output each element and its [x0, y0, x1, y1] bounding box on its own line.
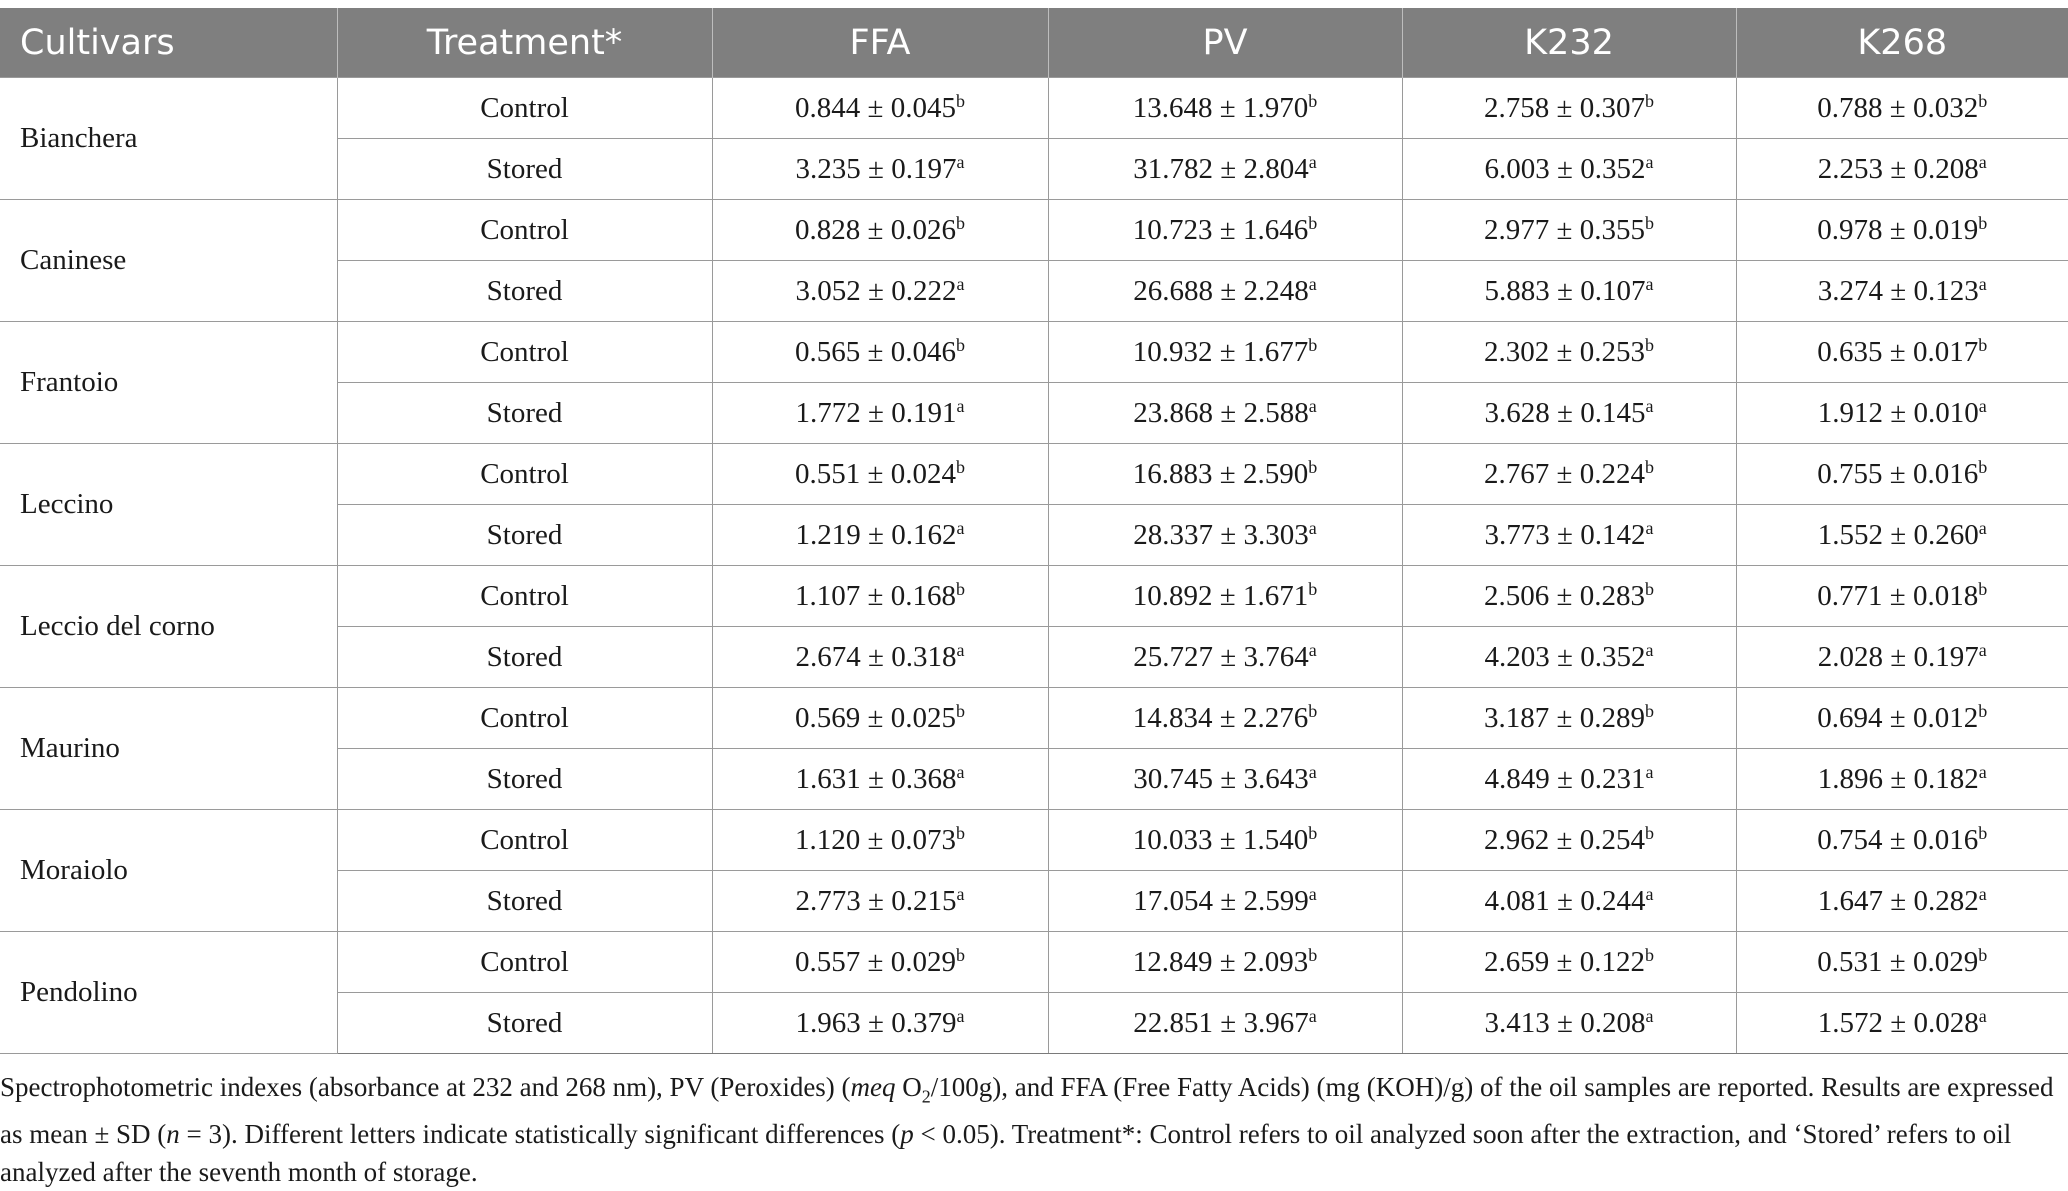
footnote-part: < 0.05). Treatment*: Control refers to oil analyzed soon after the extraction, and ‘Stored’ refers to oil analyzed after the seventh month of storage.: [0, 1119, 2012, 1188]
significance-letter: a: [1645, 883, 1654, 904]
table-cell-pv: [1048, 688, 1402, 749]
significance-letter: a: [956, 517, 965, 538]
significance-letter: b: [955, 456, 965, 477]
treatment-cell: Stored: [337, 139, 712, 200]
table-cell-k232: [1402, 627, 1736, 688]
cell-value: 4.203 ± 0.352: [1484, 640, 1646, 673]
significance-letter: b: [1308, 90, 1318, 111]
significance-letter: b: [955, 212, 965, 233]
table-cell-pv: [1048, 810, 1402, 871]
treatment-cell: Stored: [337, 383, 712, 444]
table-cell-k232: [1402, 200, 1736, 261]
significance-letter: b: [1644, 456, 1654, 477]
table-cell-pv: [1048, 505, 1402, 566]
results-table-container: [0, 8, 2068, 1054]
treatment-cell: Control: [337, 322, 712, 383]
header-ffa: FFA: [712, 8, 1048, 78]
cell-value: 1.120 ± 0.073: [795, 823, 956, 856]
significance-letter: a: [956, 395, 965, 416]
significance-letter: b: [1308, 700, 1318, 721]
cell-value: 0.551 ± 0.024: [795, 457, 956, 490]
table-cell-ffa: [712, 566, 1048, 627]
cell-value: 2.674 ± 0.318: [795, 640, 957, 673]
cell-value: 23.868 ± 2.588: [1133, 396, 1309, 429]
table-cell-ffa: [712, 322, 1048, 383]
cultivar-cell: Moraiolo: [0, 810, 337, 932]
treatment-cell: Control: [337, 200, 712, 261]
significance-letter: a: [956, 761, 965, 782]
significance-letter: b: [1978, 90, 1988, 111]
header-k268: K268: [1736, 8, 2068, 78]
significance-letter: b: [1644, 578, 1654, 599]
table-cell-pv: [1048, 261, 1402, 322]
table-cell-k232: [1402, 78, 1736, 139]
cell-value: 0.569 ± 0.025: [795, 701, 956, 734]
significance-letter: b: [1978, 944, 1988, 965]
significance-letter: a: [1645, 761, 1654, 782]
table-cell-pv: [1048, 871, 1402, 932]
significance-letter: a: [1978, 761, 1987, 782]
cell-value: 2.028 ± 0.197: [1817, 640, 1979, 673]
cell-value: 10.892 ± 1.671: [1132, 579, 1309, 612]
significance-letter: a: [1645, 1005, 1654, 1026]
significance-letter: a: [1978, 517, 1987, 538]
cell-value: 0.844 ± 0.045: [795, 91, 956, 124]
cell-value: 31.782 ± 2.804: [1133, 152, 1309, 185]
treatment-cell: Stored: [337, 871, 712, 932]
significance-letter: b: [1978, 822, 1988, 843]
table-row: [0, 200, 2068, 261]
treatment-cell: Control: [337, 932, 712, 993]
treatment-cell: Stored: [337, 749, 712, 810]
table-row: [0, 566, 2068, 627]
treatment-cell: Stored: [337, 505, 712, 566]
cell-value: 1.572 ± 0.028: [1817, 1006, 1979, 1039]
treatment-cell: Control: [337, 688, 712, 749]
significance-letter: b: [1644, 700, 1654, 721]
cell-value: 13.648 ± 1.970: [1132, 91, 1309, 124]
significance-letter: a: [1978, 273, 1987, 294]
cell-value: 0.531 ± 0.029: [1817, 945, 1979, 978]
treatment-cell: Stored: [337, 993, 712, 1054]
cultivar-cell: Leccio del corno: [0, 566, 337, 688]
footnote-part: /100g), and FFA (Free Fatty Acids) (mg (KOH)/g) of the oil samples are reported. Results are expressed as mean ± SD (: [0, 1072, 2054, 1150]
results-table: [0, 8, 2068, 1054]
cell-value: 1.772 ± 0.191: [795, 396, 957, 429]
cell-value: 2.302 ± 0.253: [1484, 335, 1645, 368]
cell-value: 3.187 ± 0.289: [1484, 701, 1645, 734]
header-cultivars: Cultivars: [0, 8, 337, 78]
cell-value: 30.745 ± 3.643: [1133, 762, 1309, 795]
cell-value: 2.977 ± 0.355: [1484, 213, 1645, 246]
significance-letter: a: [1978, 151, 1987, 172]
table-cell-pv: [1048, 749, 1402, 810]
footnote-part: Spectrophotometric indexes (absorbance at 232 and 268 nm), PV (Peroxides) (: [0, 1072, 851, 1102]
header-treatment: Treatment*: [337, 8, 712, 78]
significance-letter: b: [955, 700, 965, 721]
table-cell-k268: [1736, 749, 2068, 810]
cell-value: 26.688 ± 2.248: [1133, 274, 1309, 307]
table-cell-k232: [1402, 993, 1736, 1054]
cultivar-cell: Leccino: [0, 444, 337, 566]
significance-letter: a: [956, 639, 965, 660]
treatment-cell: Stored: [337, 627, 712, 688]
significance-letter: b: [1978, 212, 1988, 233]
significance-letter: b: [1978, 700, 1988, 721]
table-cell-k268: [1736, 566, 2068, 627]
significance-letter: b: [1644, 334, 1654, 355]
significance-letter: a: [1978, 883, 1987, 904]
table-cell-k268: [1736, 200, 2068, 261]
cell-value: 0.978 ± 0.019: [1817, 213, 1979, 246]
significance-letter: a: [1308, 761, 1317, 782]
significance-letter: a: [1645, 395, 1654, 416]
significance-letter: a: [1308, 883, 1317, 904]
cell-value: 0.635 ± 0.017: [1817, 335, 1979, 368]
significance-letter: b: [1644, 944, 1654, 965]
table-cell-pv: [1048, 200, 1402, 261]
cell-value: 2.659 ± 0.122: [1484, 945, 1645, 978]
table-body: [0, 78, 2068, 1054]
cell-value: 28.337 ± 3.303: [1133, 518, 1309, 551]
significance-letter: b: [1978, 578, 1988, 599]
cell-value: 1.912 ± 0.010: [1817, 396, 1979, 429]
table-cell-k232: [1402, 871, 1736, 932]
table-cell-ffa: [712, 383, 1048, 444]
table-cell-ffa: [712, 505, 1048, 566]
cultivar-cell: Pendolino: [0, 932, 337, 1054]
cell-value: 3.773 ± 0.142: [1484, 518, 1646, 551]
footnote-p: p: [900, 1119, 914, 1150]
cell-value: 2.758 ± 0.307: [1484, 91, 1645, 124]
cell-value: 5.883 ± 0.107: [1484, 274, 1646, 307]
table-cell-ffa: [712, 688, 1048, 749]
cell-value: 2.767 ± 0.224: [1484, 457, 1645, 490]
cell-value: 4.849 ± 0.231: [1484, 762, 1646, 795]
table-cell-k232: [1402, 505, 1736, 566]
table-cell-k268: [1736, 688, 2068, 749]
table-cell-ffa: [712, 871, 1048, 932]
table-cell-ffa: [712, 261, 1048, 322]
cell-value: 0.694 ± 0.012: [1817, 701, 1979, 734]
table-cell-ffa: [712, 932, 1048, 993]
table-cell-ffa: [712, 627, 1048, 688]
cell-value: 3.413 ± 0.208: [1484, 1006, 1646, 1039]
treatment-cell: Control: [337, 444, 712, 505]
cell-value: 2.506 ± 0.283: [1484, 579, 1645, 612]
cell-value: 3.628 ± 0.145: [1484, 396, 1646, 429]
cell-value: 1.963 ± 0.379: [795, 1006, 957, 1039]
table-cell-k268: [1736, 322, 2068, 383]
cell-value: 3.052 ± 0.222: [795, 274, 957, 307]
cell-value: 2.253 ± 0.208: [1817, 152, 1979, 185]
significance-letter: b: [1308, 212, 1318, 233]
cell-value: 3.274 ± 0.123: [1817, 274, 1979, 307]
table-cell-k232: [1402, 261, 1736, 322]
cell-value: 16.883 ± 2.590: [1132, 457, 1309, 490]
cell-value: 0.771 ± 0.018: [1817, 579, 1979, 612]
cell-value: 2.773 ± 0.215: [795, 884, 957, 917]
table-cell-pv: [1048, 627, 1402, 688]
footnote-part: O: [895, 1072, 922, 1102]
significance-letter: b: [955, 944, 965, 965]
table-footnote: [0, 1068, 2060, 1191]
cell-value: 0.557 ± 0.029: [795, 945, 956, 978]
cell-value: 10.932 ± 1.677: [1132, 335, 1309, 368]
significance-letter: b: [1644, 90, 1654, 111]
significance-letter: b: [1644, 212, 1654, 233]
footnote-n: n: [166, 1119, 180, 1150]
significance-letter: b: [1308, 944, 1318, 965]
cell-value: 1.896 ± 0.182: [1817, 762, 1979, 795]
table-row: [0, 78, 2068, 139]
significance-letter: b: [955, 90, 965, 111]
table-cell-k268: [1736, 505, 2068, 566]
significance-letter: a: [956, 151, 965, 172]
cell-value: 0.828 ± 0.026: [795, 213, 956, 246]
cell-value: 25.727 ± 3.764: [1133, 640, 1309, 673]
table-header-row: [0, 8, 2068, 78]
table-cell-k232: [1402, 932, 1736, 993]
table-cell-ffa: [712, 139, 1048, 200]
cell-value: 0.755 ± 0.016: [1817, 457, 1979, 490]
table-cell-k232: [1402, 688, 1736, 749]
significance-letter: a: [1308, 1005, 1317, 1026]
cell-value: 1.107 ± 0.168: [795, 579, 956, 612]
table-cell-k232: [1402, 749, 1736, 810]
table-cell-k232: [1402, 383, 1736, 444]
table-cell-pv: [1048, 383, 1402, 444]
significance-letter: a: [1978, 395, 1987, 416]
table-cell-k232: [1402, 444, 1736, 505]
table-cell-pv: [1048, 993, 1402, 1054]
significance-letter: b: [1308, 456, 1318, 477]
table-cell-k268: [1736, 78, 2068, 139]
significance-letter: a: [1308, 151, 1317, 172]
cultivar-cell: Frantoio: [0, 322, 337, 444]
table-row: [0, 688, 2068, 749]
table-cell-ffa: [712, 993, 1048, 1054]
table-row: [0, 932, 2068, 993]
significance-letter: b: [955, 578, 965, 599]
cell-value: 1.631 ± 0.368: [795, 762, 957, 795]
cell-value: 22.851 ± 3.967: [1133, 1006, 1309, 1039]
significance-letter: b: [1308, 334, 1318, 355]
table-cell-k268: [1736, 627, 2068, 688]
table-cell-k232: [1402, 139, 1736, 200]
table-cell-k268: [1736, 871, 2068, 932]
cultivar-cell: Maurino: [0, 688, 337, 810]
table-cell-ffa: [712, 444, 1048, 505]
significance-letter: b: [955, 334, 965, 355]
table-cell-ffa: [712, 200, 1048, 261]
significance-letter: b: [1308, 578, 1318, 599]
table-cell-pv: [1048, 78, 1402, 139]
header-k232: K232: [1402, 8, 1736, 78]
table-cell-pv: [1048, 566, 1402, 627]
table-cell-k268: [1736, 932, 2068, 993]
significance-letter: a: [956, 883, 965, 904]
table-cell-k232: [1402, 566, 1736, 627]
table-cell-pv: [1048, 444, 1402, 505]
cell-value: 1.647 ± 0.282: [1817, 884, 1979, 917]
table-cell-k268: [1736, 993, 2068, 1054]
significance-letter: b: [955, 822, 965, 843]
table-row: [0, 444, 2068, 505]
footnote-meq: meq: [850, 1072, 896, 1102]
table-cell-k268: [1736, 261, 2068, 322]
cell-value: 2.962 ± 0.254: [1484, 823, 1645, 856]
table-cell-pv: [1048, 322, 1402, 383]
table-row: [0, 810, 2068, 871]
table-cell-ffa: [712, 810, 1048, 871]
significance-letter: b: [1978, 334, 1988, 355]
cell-value: 1.219 ± 0.162: [795, 518, 957, 551]
cell-value: 10.033 ± 1.540: [1132, 823, 1309, 856]
significance-letter: a: [1645, 151, 1654, 172]
cell-value: 12.849 ± 2.093: [1132, 945, 1309, 978]
cell-value: 6.003 ± 0.352: [1484, 152, 1646, 185]
cell-value: 17.054 ± 2.599: [1133, 884, 1309, 917]
significance-letter: b: [1644, 822, 1654, 843]
cultivar-cell: Caninese: [0, 200, 337, 322]
cell-value: 0.754 ± 0.016: [1817, 823, 1979, 856]
cell-value: 3.235 ± 0.197: [795, 152, 957, 185]
significance-letter: a: [1645, 273, 1654, 294]
cell-value: 4.081 ± 0.244: [1484, 884, 1646, 917]
table-row: [0, 322, 2068, 383]
cell-value: 10.723 ± 1.646: [1132, 213, 1309, 246]
significance-letter: a: [1308, 395, 1317, 416]
significance-letter: a: [1308, 639, 1317, 660]
significance-letter: a: [1308, 273, 1317, 294]
table-cell-k268: [1736, 810, 2068, 871]
treatment-cell: Control: [337, 810, 712, 871]
significance-letter: a: [1308, 517, 1317, 538]
significance-letter: b: [1978, 456, 1988, 477]
cell-value: 14.834 ± 2.276: [1132, 701, 1309, 734]
treatment-cell: Control: [337, 78, 712, 139]
table-cell-pv: [1048, 932, 1402, 993]
footnote-part: = 3). Different letters indicate statistically significant differences (: [179, 1119, 901, 1150]
cell-value: 1.552 ± 0.260: [1817, 518, 1979, 551]
significance-letter: a: [1978, 639, 1987, 660]
significance-letter: a: [1978, 1005, 1987, 1026]
table-cell-pv: [1048, 139, 1402, 200]
treatment-cell: Stored: [337, 261, 712, 322]
significance-letter: b: [1308, 822, 1318, 843]
table-cell-k268: [1736, 383, 2068, 444]
table-cell-k232: [1402, 810, 1736, 871]
footnote-subscript: 2: [921, 1086, 931, 1107]
significance-letter: a: [1645, 639, 1654, 660]
table-cell-k268: [1736, 139, 2068, 200]
cultivar-cell: Bianchera: [0, 78, 337, 200]
header-pv: PV: [1048, 8, 1402, 78]
cell-value: 0.565 ± 0.046: [795, 335, 956, 368]
table-cell-ffa: [712, 78, 1048, 139]
cell-value: 0.788 ± 0.032: [1817, 91, 1979, 124]
table-cell-ffa: [712, 749, 1048, 810]
table-cell-k268: [1736, 444, 2068, 505]
significance-letter: a: [956, 273, 965, 294]
significance-letter: a: [956, 1005, 965, 1026]
treatment-cell: Control: [337, 566, 712, 627]
table-cell-k232: [1402, 322, 1736, 383]
significance-letter: a: [1645, 517, 1654, 538]
